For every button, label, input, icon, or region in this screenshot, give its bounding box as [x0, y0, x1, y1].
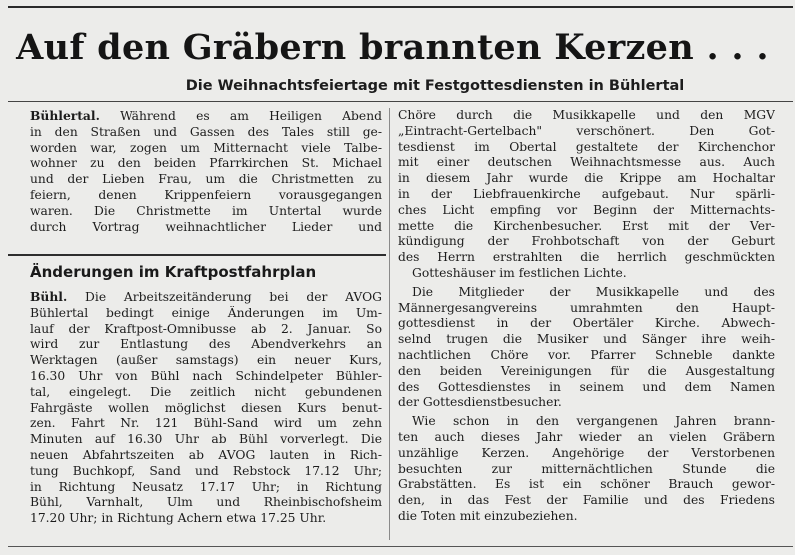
notice-line: Minuten auf 16.30 Uhr ab Bühl vorverlegt. Die	[30, 432, 382, 447]
body-line: selnd trugen die Musiker und Sänger ihre weih-	[398, 332, 775, 347]
body-line: in diesem Jahr wurde die Krippe am Hochaltar	[398, 171, 775, 186]
subheadline-rule	[8, 101, 793, 102]
section-divider	[8, 254, 386, 256]
body-line: Chöre durch die Musikkapelle und den MGV	[398, 108, 775, 122]
notice-line: Bühl, Varnhalt, Ulm und Rheinbischofsheim	[30, 495, 382, 510]
body-line: der Gottesdienstbesucher.	[398, 395, 562, 410]
body-line: des Herrn erstrahlten die herrlich geschmückten	[398, 250, 775, 265]
notice-line: 17.20 Uhr; in Richtung Achern etwa 17.25 Uhr.	[30, 511, 327, 526]
notice-line: Werktagen (außer samstags) ein neuer Kurs,	[30, 353, 382, 368]
lead-line: feiern, denen Krippenfeiern vorausgegangen	[30, 187, 382, 202]
notice-dateline: Bühl.	[30, 289, 68, 304]
notice-headline: Änderungen im Kraftpostfahrplan	[30, 263, 317, 281]
top-rule	[8, 6, 793, 8]
notice-line: 16.30 Uhr von Bühl nach Schindelpeter Bühler-	[30, 368, 382, 383]
body-line: Die Mitglieder der Musikkapelle und des	[412, 284, 775, 299]
paragraph-graves	[398, 414, 775, 525]
lead-line: in den Straßen und Gassen des Tales still ge-	[30, 124, 382, 139]
body-line: in der Liebfrauenkirche aufgebaut. Nur spärli-	[398, 186, 775, 201]
body-line: tesdienst im Obertal gestaltete der Kirchenchor	[398, 139, 775, 154]
notice-line: Bühl. Die Arbeitszeitänderung bei der AVOG	[30, 289, 382, 304]
notice-line: zen. Fahrt Nr. 121 Bühl-Sand wird um zehn	[30, 416, 382, 431]
lead-line: waren. Die Christmette im Untertal wurde	[30, 203, 382, 218]
notice-line: Fahrgäste wollen möglichst diesen Kurs benut-	[30, 400, 382, 415]
lead-dateline: Bühlertal.	[30, 108, 100, 123]
body-line: Gotteshäuser im festlichen Lichte.	[412, 265, 627, 280]
paragraph-choirs	[398, 108, 775, 282]
body-line: ches Licht empfing vor Beginn der Mitternachts-	[398, 202, 775, 217]
body-line: Wie schon in den vergangenen Jahren brann-	[412, 414, 775, 429]
column-divider	[389, 108, 390, 540]
paragraph-music-clubs	[398, 285, 775, 411]
bottom-rule	[8, 546, 793, 547]
body-line: nachtlichen Chöre vor. Pfarrer Schneble dankte	[398, 347, 775, 362]
notice-line: Bühlertal bedingt einige Änderungen im Um-	[30, 305, 382, 320]
article-headline: Auf den Gräbern brannten Kerzen . . .	[16, 27, 769, 68]
notice-line: wird zur Entlastung des Abendverkehrs an	[30, 337, 382, 352]
lead-line: Bühlertal. Während es am Heiligen Abend	[30, 108, 382, 123]
notice-line: lauf der Kraftpost-Omnibusse ab 2. Januar. So	[30, 321, 382, 336]
notice-line: tung Buchkopf, Sand und Rebstock 17.12 Uhr;	[30, 463, 382, 478]
lead-line: und der Lieben Frau, um die Christmetten zu	[30, 172, 382, 187]
body-line: unzählige Kerzen. Angehörige der Verstorbenen	[398, 445, 775, 460]
body-line: den beiden Vereinigungen für die Ausgestaltung	[398, 363, 775, 378]
body-line: die Toten mit einzubeziehen.	[398, 508, 578, 523]
body-line: Männergesangvereins umrahmten den Haupt-	[398, 300, 775, 315]
notice-line: in Richtung Neusatz 17.17 Uhr; in Richtung	[30, 479, 382, 494]
article-subheadline: Die Weihnachtsfeiertage mit Festgottesdiensten in Bühlertal	[185, 78, 685, 94]
lead-line: wohner zu den beiden Pfarrkirchen St. Michael	[30, 156, 382, 171]
body-line: den, in das Fest der Familie und des Friedens	[398, 493, 775, 508]
notice-line: tal, eingelegt. Die zeitlich nicht gebundenen	[30, 384, 382, 399]
body-line: mit einer deutschen Weihnachtsmesse aus. Auch	[398, 155, 775, 170]
body-line: besuchten zur mitternächtlichen Stunde die	[398, 461, 775, 476]
body-line: kündigung der Frohbotschaft von der Geburt	[398, 234, 775, 249]
body-line: mette die Kirchenbesucher. Erst mit der Ver-	[398, 218, 775, 233]
body-line: Grabstätten. Es ist ein schöner Brauch gewor-	[398, 477, 775, 492]
body-line: des Gottesdienstes in seinem und dem Namen	[398, 379, 775, 394]
body-line: gottesdienst in der Obertäler Kirche. Abwech-	[398, 316, 775, 331]
notice-body	[30, 289, 382, 527]
lead-line: durch Vortrag weihnachtlicher Lieder und	[30, 219, 382, 234]
article-lead	[30, 108, 382, 235]
body-line: „Eintracht-Gertelbach" verschönert. Den Got-	[398, 123, 775, 138]
lead-line: worden war, zogen um Mitternacht viele Talbe-	[30, 140, 382, 155]
article-continuation	[398, 108, 775, 525]
body-line: ten auch dieses Jahr wieder an vielen Gräbern	[398, 429, 775, 444]
notice-line: neuen Abfahrtszeiten ab AVOG lauten in Rich-	[30, 447, 382, 462]
